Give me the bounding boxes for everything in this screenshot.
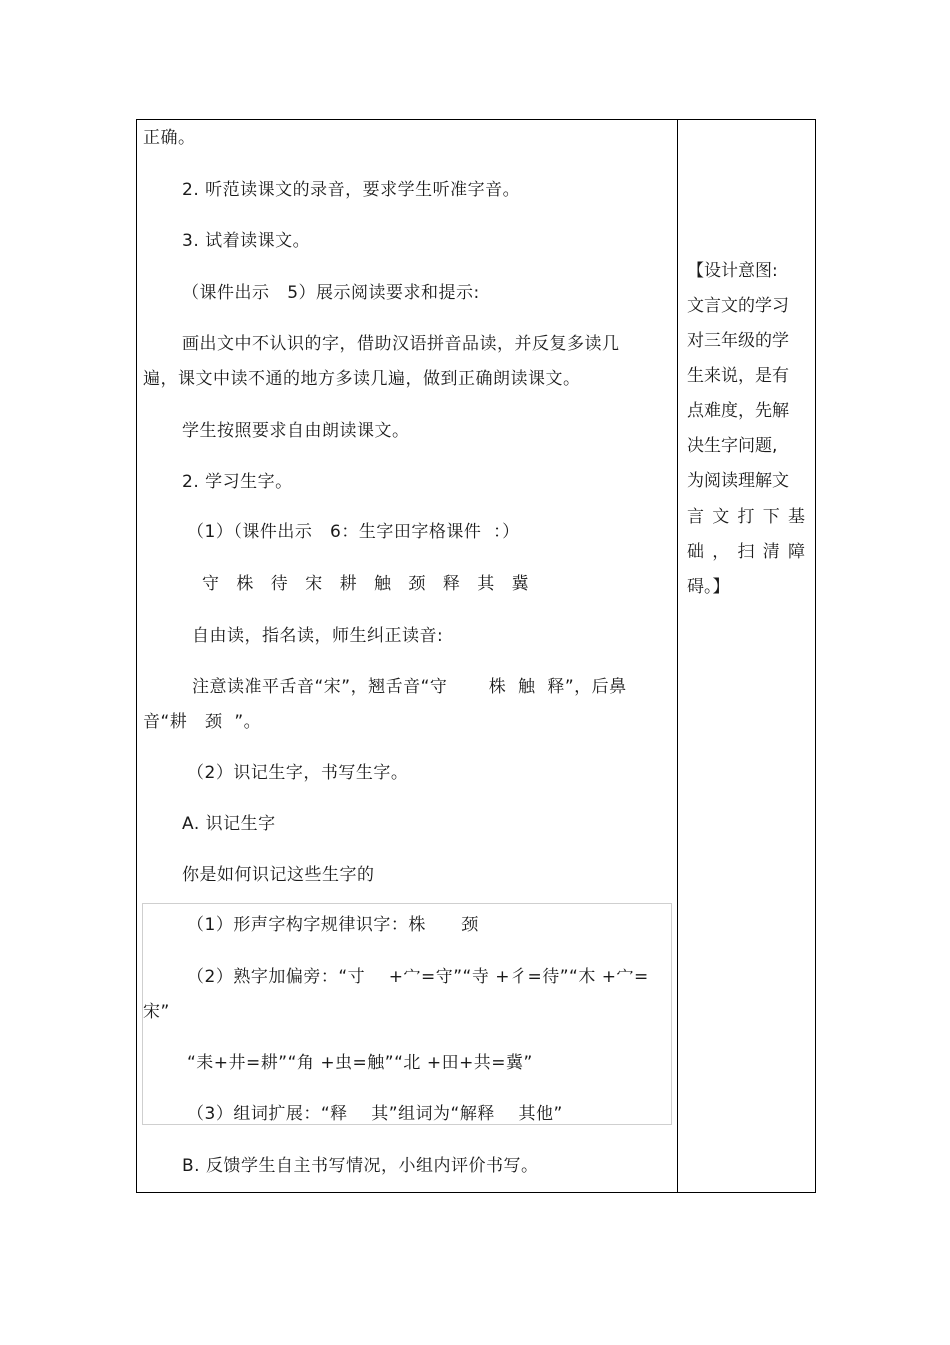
paragraph-line: 你是如何识记这些生字的 (182, 865, 375, 885)
design-intent-line: 【设计意图: (687, 261, 778, 281)
char: 言 (687, 507, 704, 527)
paragraph-line: B. 反馈学生自主书写情况，小组内评价书写。 (182, 1156, 539, 1176)
box-line: （1）形声字构字规律识字：株 颈 (187, 915, 479, 935)
char: 文 (712, 507, 730, 527)
design-intent-line: 决生字问题, (687, 436, 778, 456)
char: 障 (788, 542, 805, 562)
paragraph-line: （2）识记生字，书写生字。 (187, 763, 409, 783)
box-line: （2）熟字加偏旁：“寸 +宀=守”“寺 +彳=待”“木 +宀= (187, 967, 649, 987)
paragraph-line: 2. 学习生字。 (182, 472, 293, 492)
design-intent-line: 文言文的学习 (687, 296, 789, 316)
paragraph-line: （课件出示 5）展示阅读要求和提示: (182, 283, 480, 303)
design-intent-line: 对三年级的学 (687, 331, 789, 351)
paragraph-line: 遍，课文中读不通的地方多读几遍，做到正确朗读课文。 (143, 369, 581, 389)
design-intent-line (687, 541, 805, 563)
char: 清 (762, 542, 780, 562)
paragraph-line: 画出文中不认识的字，借助汉语拼音品读，并反复多读几 (182, 334, 620, 354)
paragraph-line: 2. 听范读课文的录音，要求学生听准字音。 (182, 180, 521, 200)
design-intent-line: 生来说，是有 (687, 366, 789, 386)
paragraph-line: A. 识记生字 (182, 814, 276, 834)
design-intent-line (687, 506, 805, 528)
paragraph-line: 3. 试着读课文。 (182, 231, 311, 251)
paragraph-line: 正确。 (143, 128, 196, 148)
box-line: “耒+井=耕”“角 +虫=触”“北 +田+共=冀” (187, 1053, 533, 1073)
paragraph-line: 注意读准平舌音“宋”，翘舌音“守 株 触 释”，后鼻 (192, 677, 627, 697)
char: 础 (687, 542, 704, 562)
paragraph-line: 学生按照要求自由朗读课文。 (182, 421, 410, 441)
paragraph-line: 自由读，指名读，师生纠正读音: (192, 626, 444, 646)
char: 打 (737, 507, 755, 527)
design-intent-line: 碍。】 (687, 577, 730, 597)
box-line: 宋” (143, 1002, 170, 1022)
method-box (142, 903, 672, 1125)
new-characters: 守 株 待 宋 耕 触 颈 释 其 冀 (202, 574, 535, 594)
char: 下 (762, 507, 780, 527)
design-intent-line: 点难度，先解 (687, 401, 789, 421)
design-intent-line: 为阅读理解文 (687, 471, 789, 491)
paragraph-line: （1）（课件出示 6：生字田字格课件 ：） (187, 522, 520, 542)
char: ， (712, 542, 730, 562)
column-divider (677, 119, 678, 1193)
box-line: （3）组词扩展：“释 其”组词为“解释 其他” (187, 1104, 563, 1124)
char: 基 (788, 507, 805, 527)
paragraph-line: 音“耕 颈 ”。 (143, 712, 262, 732)
char: 扫 (737, 542, 755, 562)
